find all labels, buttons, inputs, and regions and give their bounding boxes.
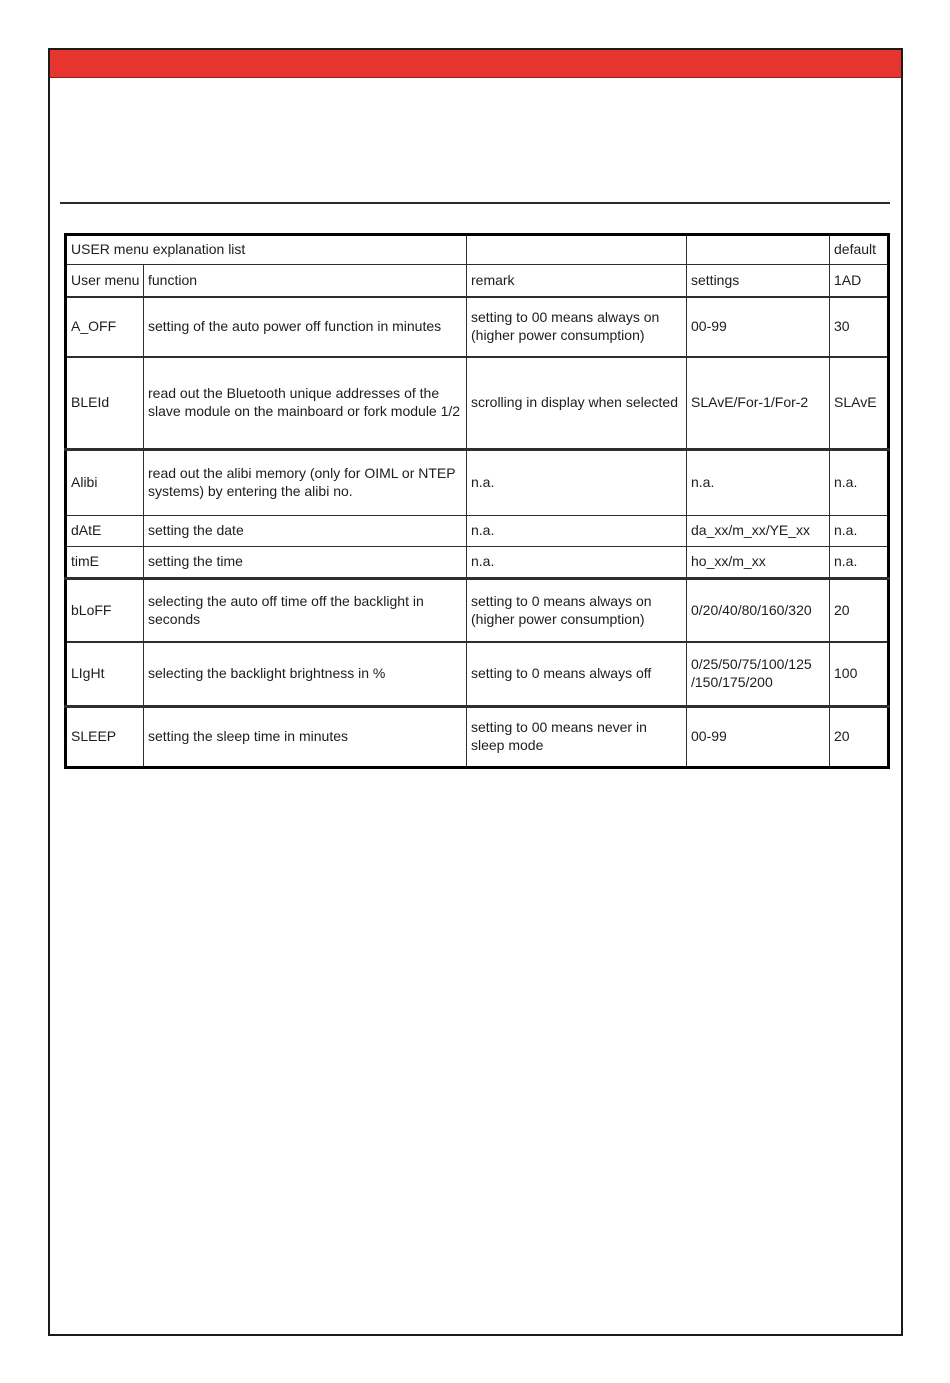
table-row <box>66 547 889 579</box>
cell-default: 20 <box>830 579 889 643</box>
cell-remark: setting to 0 means always on (higher power consumption) <box>467 579 687 643</box>
cell-menu: Alibi <box>66 450 144 516</box>
cell-default: 100 <box>830 642 889 707</box>
cell-menu: timE <box>66 547 144 579</box>
cell-default: 20 <box>830 707 889 768</box>
cell-settings: 0/20/40/80/160/320 <box>687 579 830 643</box>
cell-menu: bLoFF <box>66 579 144 643</box>
cell-menu: A_OFF <box>66 297 144 357</box>
cell-settings: 0/25/50/75/100/125 /150/175/200 <box>687 642 830 707</box>
table-body <box>66 297 889 768</box>
cell-settings: SLAvE/For-1/For-2 <box>687 357 830 450</box>
cell-function: setting the sleep time in minutes <box>144 707 467 768</box>
user-menu-table <box>64 233 890 769</box>
table-row <box>66 516 889 547</box>
cell-default: n.a. <box>830 516 889 547</box>
default-header: default <box>830 235 889 265</box>
cell-settings: n.a. <box>687 450 830 516</box>
table-row <box>66 707 889 768</box>
cell-settings: da_xx/m_xx/YE_xx <box>687 516 830 547</box>
table-row <box>66 357 889 450</box>
table-title-row <box>66 235 889 265</box>
cell-default: SLAvE <box>830 357 889 450</box>
col-header-settings: settings <box>687 265 830 298</box>
cell-remark: scrolling in display when selected <box>467 357 687 450</box>
cell-function: read out the alibi memory (only for OIML or NTEP systems) by entering the alibi no. <box>144 450 467 516</box>
table-header-row <box>66 265 889 298</box>
cell-remark: n.a. <box>467 450 687 516</box>
cell-default: n.a. <box>830 450 889 516</box>
cell-menu: BLEId <box>66 357 144 450</box>
table-row <box>66 579 889 643</box>
table-row <box>66 642 889 707</box>
col-header-default-version: 1AD <box>830 265 889 298</box>
section-divider-line <box>60 202 890 204</box>
cell-default: 30 <box>830 297 889 357</box>
cell-function: selecting the backlight brightness in % <box>144 642 467 707</box>
cell-remark: n.a. <box>467 547 687 579</box>
cell-function: setting of the auto power off function in minutes <box>144 297 467 357</box>
empty-cell <box>687 235 830 265</box>
cell-remark: n.a. <box>467 516 687 547</box>
cell-remark: setting to 00 means never in sleep mode <box>467 707 687 768</box>
col-header-user-menu: User menu <box>66 265 144 298</box>
col-header-remark: remark <box>467 265 687 298</box>
table-title: USER menu explanation list <box>66 235 467 265</box>
cell-settings: 00-99 <box>687 707 830 768</box>
cell-function: read out the Bluetooth unique addresses of the slave module on the mainboard or fork module 1/2 <box>144 357 467 450</box>
cell-remark: setting to 0 means always off <box>467 642 687 707</box>
red-header-bar <box>50 50 901 78</box>
table-row <box>66 450 889 516</box>
cell-remark: setting to 00 means always on (higher power consumption) <box>467 297 687 357</box>
cell-menu: SLEEP <box>66 707 144 768</box>
empty-cell <box>467 235 687 265</box>
col-header-function: function <box>144 265 467 298</box>
cell-menu: LIgHt <box>66 642 144 707</box>
table-row <box>66 297 889 357</box>
cell-function: setting the time <box>144 547 467 579</box>
cell-function: selecting the auto off time off the backlight in seconds <box>144 579 467 643</box>
cell-function: setting the date <box>144 516 467 547</box>
cell-default: n.a. <box>830 547 889 579</box>
cell-menu: dAtE <box>66 516 144 547</box>
cell-settings: 00-99 <box>687 297 830 357</box>
cell-settings: ho_xx/m_xx <box>687 547 830 579</box>
